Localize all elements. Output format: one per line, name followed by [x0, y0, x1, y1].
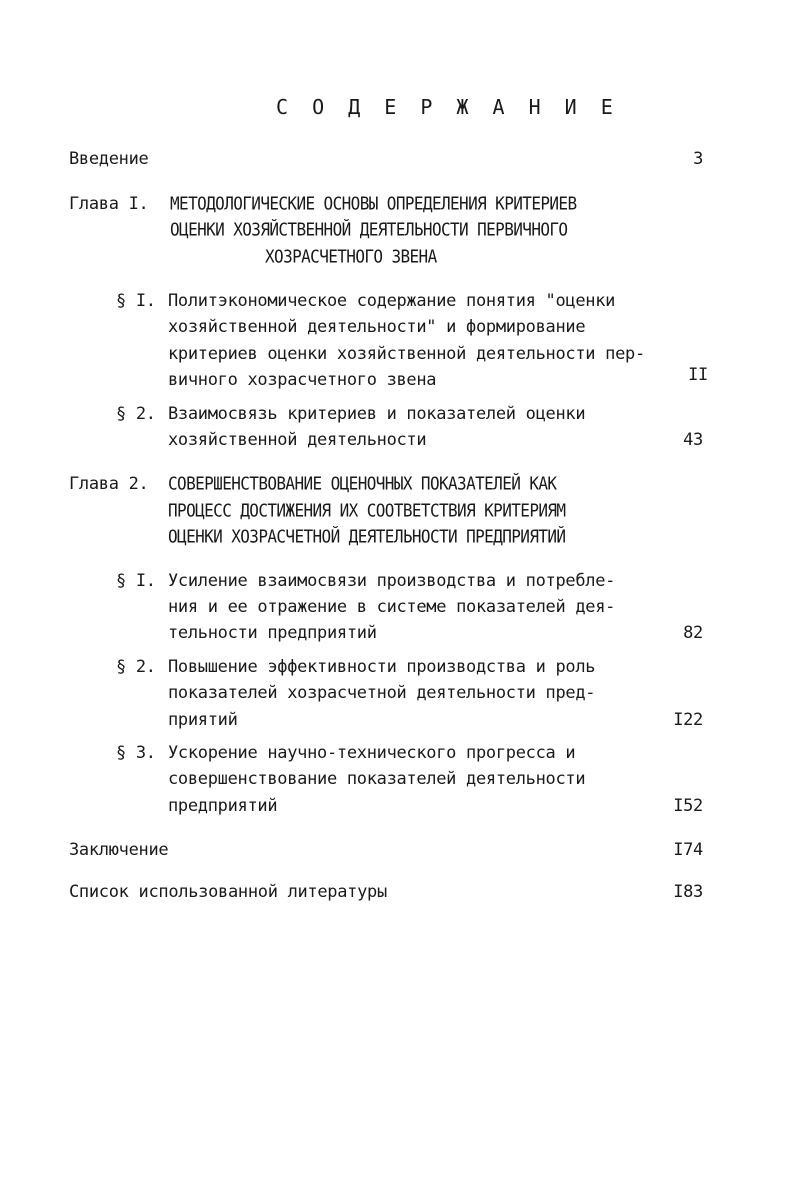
chapter-2-title-line: ОЦЕНКИ ХОЗРАСЧЕТНОЙ ДЕЯТЕЛЬНОСТИ ПРЕДПРИЯТИЙ [168, 525, 566, 548]
section-2-1-line: тельности предприятий [168, 623, 377, 643]
section-1-1-label: § I. [116, 291, 156, 311]
section-1-1-line: Политэкономическое содержание понятия "оценки [168, 291, 616, 311]
section-2-1-page: 82 [683, 623, 703, 643]
section-2-2-label: § 2. [116, 657, 156, 677]
toc-bibliography-page: I83 [673, 882, 703, 902]
chapter-1-title-line: ОЦЕНКИ ХОЗЯЙСТВЕННОЙ ДЕЯТЕЛЬНОСТИ ПЕРВИЧНОГО [170, 218, 568, 241]
toc-conclusion-page: I74 [673, 840, 703, 860]
section-1-1-page: II [688, 365, 708, 385]
section-1-2-page: 43 [683, 430, 703, 450]
toc-bibliography-label: Список использованной литературы [69, 882, 387, 902]
section-2-1-line: Усиление взаимосвязи производства и потребле- [168, 571, 616, 591]
section-2-2-line: Повышение эффективности производства и роль [168, 657, 596, 677]
section-1-1-line: хозяйственной деятельности" и формирование [168, 317, 586, 337]
toc-intro-label: Введение [69, 149, 149, 169]
section-2-2-line: показателей хозрасчетной деятельности пред- [168, 683, 596, 703]
chapter-1-title-line: МЕТОДОЛОГИЧЕСКИЕ ОСНОВЫ ОПРЕДЕЛЕНИЯ КРИТЕРИЕВ [170, 192, 577, 215]
section-2-3-line: предприятий [168, 796, 278, 816]
section-2-2-page: I22 [673, 710, 703, 730]
section-2-3-line: совершенствование показателей деятельности [168, 769, 586, 789]
chapter-1-label: Глава I. [69, 194, 149, 214]
section-2-1-line: ния и ее отражение в системе показателей дея- [168, 597, 616, 617]
section-2-3-page: I52 [673, 796, 703, 816]
chapter-2-title-line: СОВЕРШЕНСТВОВАНИЕ ОЦЕНОЧНЫХ ПОКАЗАТЕЛЕЙ КАК [168, 472, 557, 495]
section-2-3-label: § 3. [116, 743, 156, 763]
toc-intro-page: 3 [693, 149, 703, 169]
section-1-2-line: Взаимосвязь критериев и показателей оценки [168, 404, 586, 424]
page-title: С О Д Е Р Ж А Н И Е [276, 95, 619, 119]
section-1-2-line: хозяйственной деятельности [168, 430, 427, 450]
chapter-2-label: Глава 2. [69, 474, 149, 494]
section-2-1-label: § I. [116, 571, 156, 591]
section-1-1-line: вичного хозрасчетного звена [168, 370, 437, 390]
section-1-1-line: критериев оценки хозяйственной деятельности пер- [168, 344, 645, 364]
toc-conclusion-label: Заключение [69, 840, 169, 860]
section-2-3-line: Ускорение научно-технического прогресса и [168, 743, 576, 763]
section-2-2-line: приятий [168, 710, 238, 730]
section-1-2-label: § 2. [116, 404, 156, 424]
chapter-1-title-line: ХОЗРАСЧЕТНОГО ЗВЕНА [265, 245, 437, 268]
chapter-2-title-line: ПРОЦЕСС ДОСТИЖЕНИЯ ИХ СООТВЕТСТВИЯ КРИТЕРИЯМ [168, 499, 566, 522]
